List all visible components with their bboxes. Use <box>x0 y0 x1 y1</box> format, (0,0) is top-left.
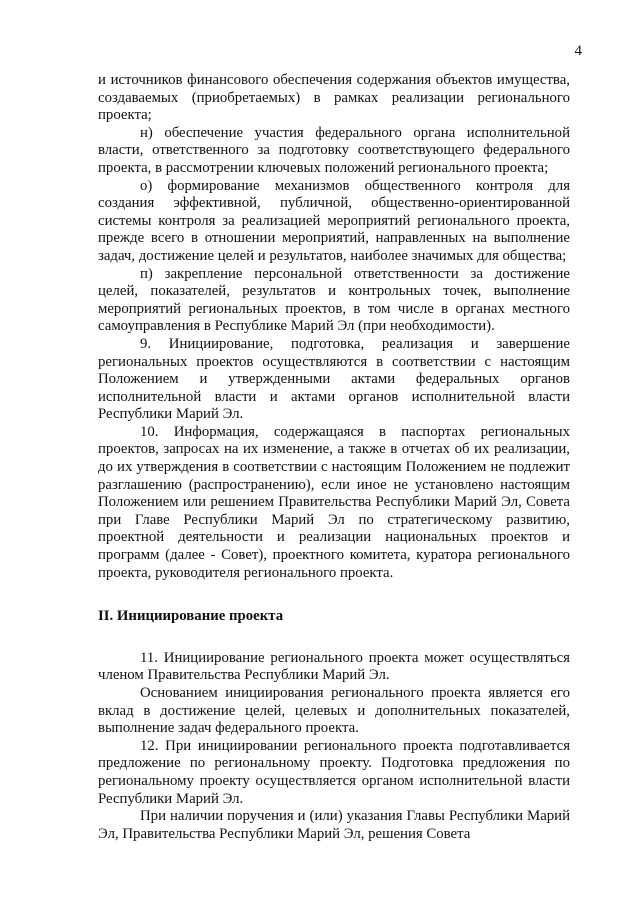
paragraph-o: о) формирование механизмов общественного контроля для создания эффективной, публичной, общественно-ориентированной системы контроля за реализацией мероприятий регионального проекта, прежде всего в отношении мероприятий, направленных на выполнение задач, достижение целей и результатов, наиболее значимых для общества; <box>98 177 570 264</box>
paragraph-12: 12. При инициировании регионального проекта подготавливается предложение по региональному проекту. Подготовка предложения по региональному проекту осуществляется органом исполнительной власти Республики Марий Эл. <box>98 737 570 807</box>
paragraph-p: п) закрепление персональной ответственности за достижение целей, показателей, результатов и контрольных точек, выполнение мероприятий региональных проектов, в том числе в органах местного самоуправления в Республике Марий Эл (при необходимости). <box>98 265 570 335</box>
paragraph-n: н) обеспечение участия федерального органа исполнительной власти, ответственного за подготовку соответствующего федерального проекта, в рассмотрении ключевых положений регионального проекта; <box>98 124 570 176</box>
paragraph-12-order: При наличии поручения и (или) указания Главы Республики Марий Эл, Правительства Республики Марий Эл, решения Совета <box>98 808 570 842</box>
paragraph-continuation: и источников финансового обеспечения содержания объектов имущества, создаваемых (приобретаемых) в рамках реализации регионального проекта; <box>98 72 570 124</box>
paragraphs-after <box>98 650 570 844</box>
paragraph-11-basis: Основанием инициирования регионального проекта является его вклад в достижение целей, целевых и дополнительных показателей, выполнение задач федерального проекта. <box>98 685 570 737</box>
paragraph-10: 10. Информация, содержащаяся в паспортах региональных проектов, запросах на их изменение, а также в отчетах об их реализации, до их утверждения в соответствии с настоящим Положением не подлежит разглашению (распространению), если иное не установлено настоящим Положением или решением Правительства Республики Марий Эл, Совета при Главе Республики Марий Эл по стратегическому развитию, проектной деятельности и реализации национальных проектов и программ (далее - Совет), проектного комитета, куратора регионального проекта, руководителя регионального проекта. <box>98 423 570 581</box>
paragraph-9: 9. Инициирование, подготовка, реализация и завершение региональных проектов осуществляются в соответствии с настоящим Положением и утвержденными актами федеральных органов исполнительной власти и актами органов исполнительной власти Республики Марий Эл. <box>98 335 570 423</box>
section-heading: II. Инициирование проекта <box>98 608 284 625</box>
paragraphs-before <box>98 72 570 582</box>
paragraph-11: 11. Инициирование регионального проекта может осуществляться членом Правительства Республики Марий Эл. <box>98 649 570 684</box>
page-number: 4 <box>574 43 582 59</box>
document-body <box>98 72 570 843</box>
